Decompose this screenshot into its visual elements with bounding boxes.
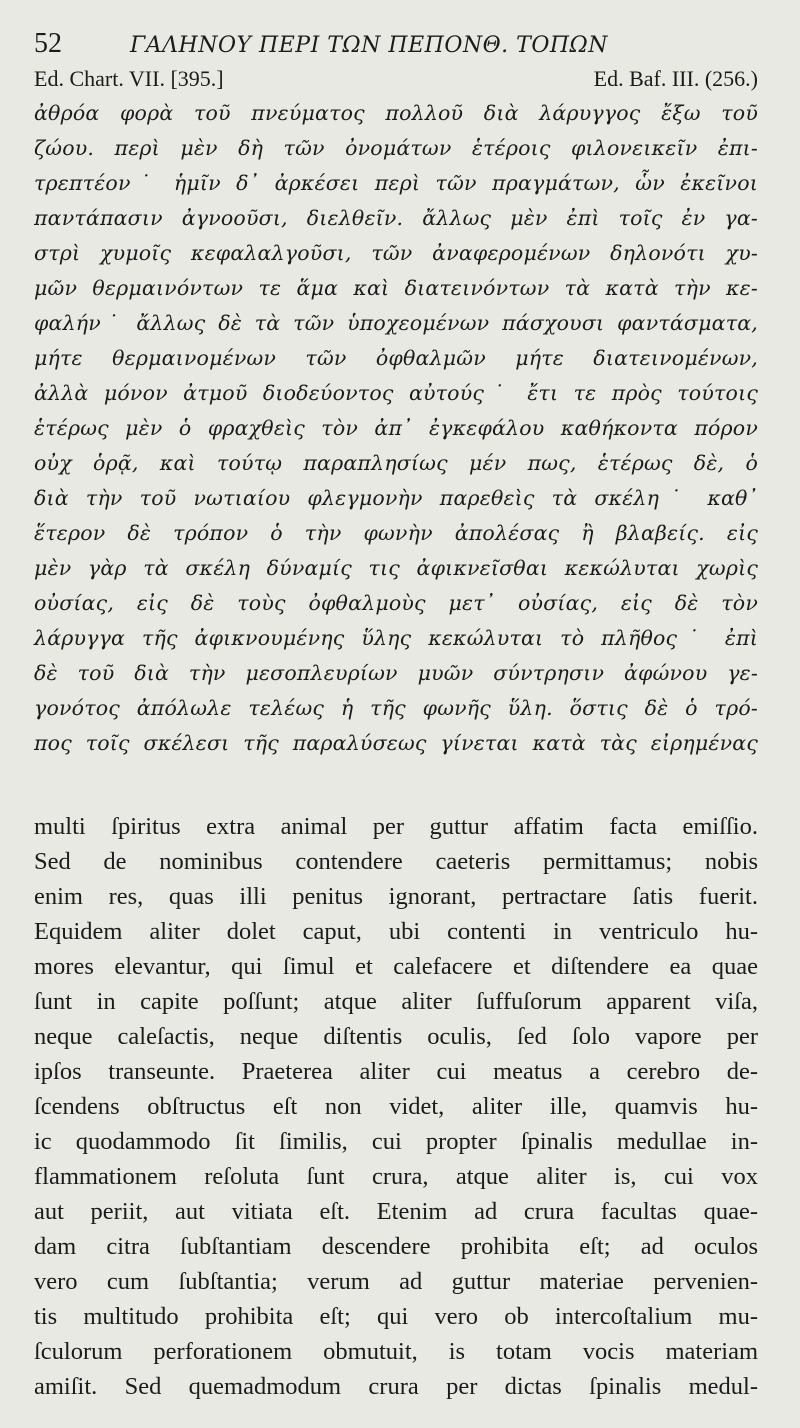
greek-text-line: μήτε θερμαινομένων τῶν ὀφθαλμῶν μήτε διατεινομένων, [34, 346, 758, 370]
greek-text-line: ἀλλὰ μόνον ἀτμοῦ διοδεύοντος αὐτούς˙ ἔτι τε πρὸς τούτοις [34, 381, 758, 405]
greek-text-line: ἕτερον δὲ τρόπον ὁ τὴν φωνὴν ἀπολέσας ἢ βλαβείς. εἰς [34, 521, 758, 545]
greek-text-line: διὰ τὴν τοῦ νωτιαίου φλεγμονὴν παρεθεὶς τὰ σκέλη˙ καθ᾽ [34, 486, 758, 510]
greek-text-line: ἑτέρως μὲν ὁ φραχθεὶς τὸν ἀπ᾽ ἐγκεφάλου καθήκοντα πόρον [34, 416, 758, 440]
greek-text-line: τρεπτέον˙ ἡμῖν δ᾽ ἀρκέσει περὶ τῶν πραγμάτων, ὧν ἐκεῖνοι [34, 171, 758, 195]
latin-text-line: dam citra ſubſtantiam descendere prohibita eſt; ad oculos [34, 1233, 758, 1260]
latin-text-line: aut periit, aut vitiata eſt. Etenim ad crura facultas quae- [34, 1198, 758, 1225]
section-gap [34, 761, 758, 809]
latin-text-line: ſcendens obſtructus eſt non videt, aliter ille, quamvis hu- [34, 1093, 758, 1120]
edition-ref-right: Ed. Baf. III. (256.) [593, 66, 758, 91]
edition-references [34, 66, 758, 96]
greek-text-line: φαλήν˙ ἄλλως δὲ τὰ τῶν ὑποχεομένων πάσχουσι φαντάσματα, [34, 311, 758, 335]
greek-text-line: γονότος ἀπόλωλε τελέως ἡ τῆς φωνῆς ὕλη. ὅστις δὲ ὁ τρό- [34, 696, 758, 720]
latin-text-line: amiſit. Sed quemadmodum crura per dictas ſpinalis medul- [34, 1373, 758, 1400]
running-head: ΓΑΛΗΝΟΥ ΠΕΡΙ ΤΩΝ ΠΕΠΟΝΘ. ΤΟΠΩΝ [130, 33, 609, 58]
greek-text-line: ζώου. περὶ μὲν δὴ τῶν ὀνομάτων ἑτέροις φιλονεικεῖν ἐπι- [34, 136, 758, 160]
latin-text-line: neque caleſactis, neque diſtentis oculis, ſed ſolo vapore per [34, 1023, 758, 1050]
latin-text-line: mores elevantur, qui ſimul et calefacere et diſtendere ea quae [34, 953, 758, 980]
page-number: 52 [34, 28, 62, 59]
greek-text-line: λάρυγγα τῆς ἀφικνουμένης ὕλης κεκώλυται τὸ πλῆθος˙ ἐπὶ [34, 626, 758, 650]
latin-text-line: flammationem reſoluta ſunt crura, atque aliter is, cui vox [34, 1163, 758, 1190]
latin-text-line: ipſos transeunte. Praeterea aliter cui meatus a cerebro de- [34, 1058, 758, 1085]
latin-text-line: ſunt in capite poſſunt; atque aliter ſuffuſorum apparent viſa, [34, 988, 758, 1015]
latin-text-line: ic quodammodo ſit ſimilis, cui propter ſpinalis medullae in- [34, 1128, 758, 1155]
greek-text-line: μῶν θερμαινόντων τε ἅμα καὶ διατεινόντων τὰ κατὰ τὴν κε- [34, 276, 758, 300]
greek-text-line: οὐσίας, εἰς δὲ τοὺς ὀφθαλμοὺς μετ᾽ οὐσίας, εἰς δὲ τὸν [34, 591, 758, 615]
latin-text-line: enim res, quas illi penitus ignorant, pertractare ſatis fuerit. [34, 883, 758, 910]
page-header [34, 28, 758, 64]
latin-text-line: multi ſpiritus extra animal per guttur affatim facta emiſſio. [34, 813, 758, 840]
latin-text-line: Equidem aliter dolet caput, ubi contenti in ventriculo hu- [34, 918, 758, 945]
latin-text-block [34, 809, 758, 1404]
greek-text-line: ἀθρόα φορὰ τοῦ πνεύματος πολλοῦ διὰ λάρυγγος ἔξω τοῦ [34, 101, 758, 125]
latin-text-line: tis multitudo prohibita eſt; qui vero ob intercoſtalium mu- [34, 1303, 758, 1330]
greek-text-line: παντάπασιν ἀγνοοῦσι, διελθεῖν. ἄλλως μὲν ἐπὶ τοῖς ἐν γα- [34, 206, 758, 230]
greek-text-line: οὐχ ὁρᾷ, καὶ τούτῳ παραπλησίως μέν πως, ἑτέρως δὲ, ὁ [34, 451, 758, 475]
latin-text-line: ſculorum perforationem obmutuit, is totam vocis materiam [34, 1338, 758, 1365]
edition-ref-left: Ed. Chart. VII. [395.] [34, 66, 224, 91]
latin-text-line: Sed de nominibus contendere caeteris permittamus; nobis [34, 848, 758, 875]
greek-text-block [34, 96, 758, 761]
greek-text-line: στρὶ χυμοῖς κεφαλαλγοῦσι, τῶν ἀναφερομένων δηλονότι χυ- [34, 241, 758, 265]
greek-text-line: δὲ τοῦ διὰ τὴν μεσοπλευρίων μυῶν σύντρησιν ἀφώνου γε- [34, 661, 758, 685]
greek-text-line: πος τοῖς σκέλεσι τῆς παραλύσεως γίνεται κατὰ τὰς εἰρημένας [34, 731, 758, 755]
greek-text-line: μὲν γὰρ τὰ σκέλη δύναμίς τις ἀφικνεῖσθαι κεκώλυται χωρὶς [34, 556, 758, 580]
latin-text-line: vero cum ſubſtantia; verum ad guttur materiae pervenien- [34, 1268, 758, 1295]
